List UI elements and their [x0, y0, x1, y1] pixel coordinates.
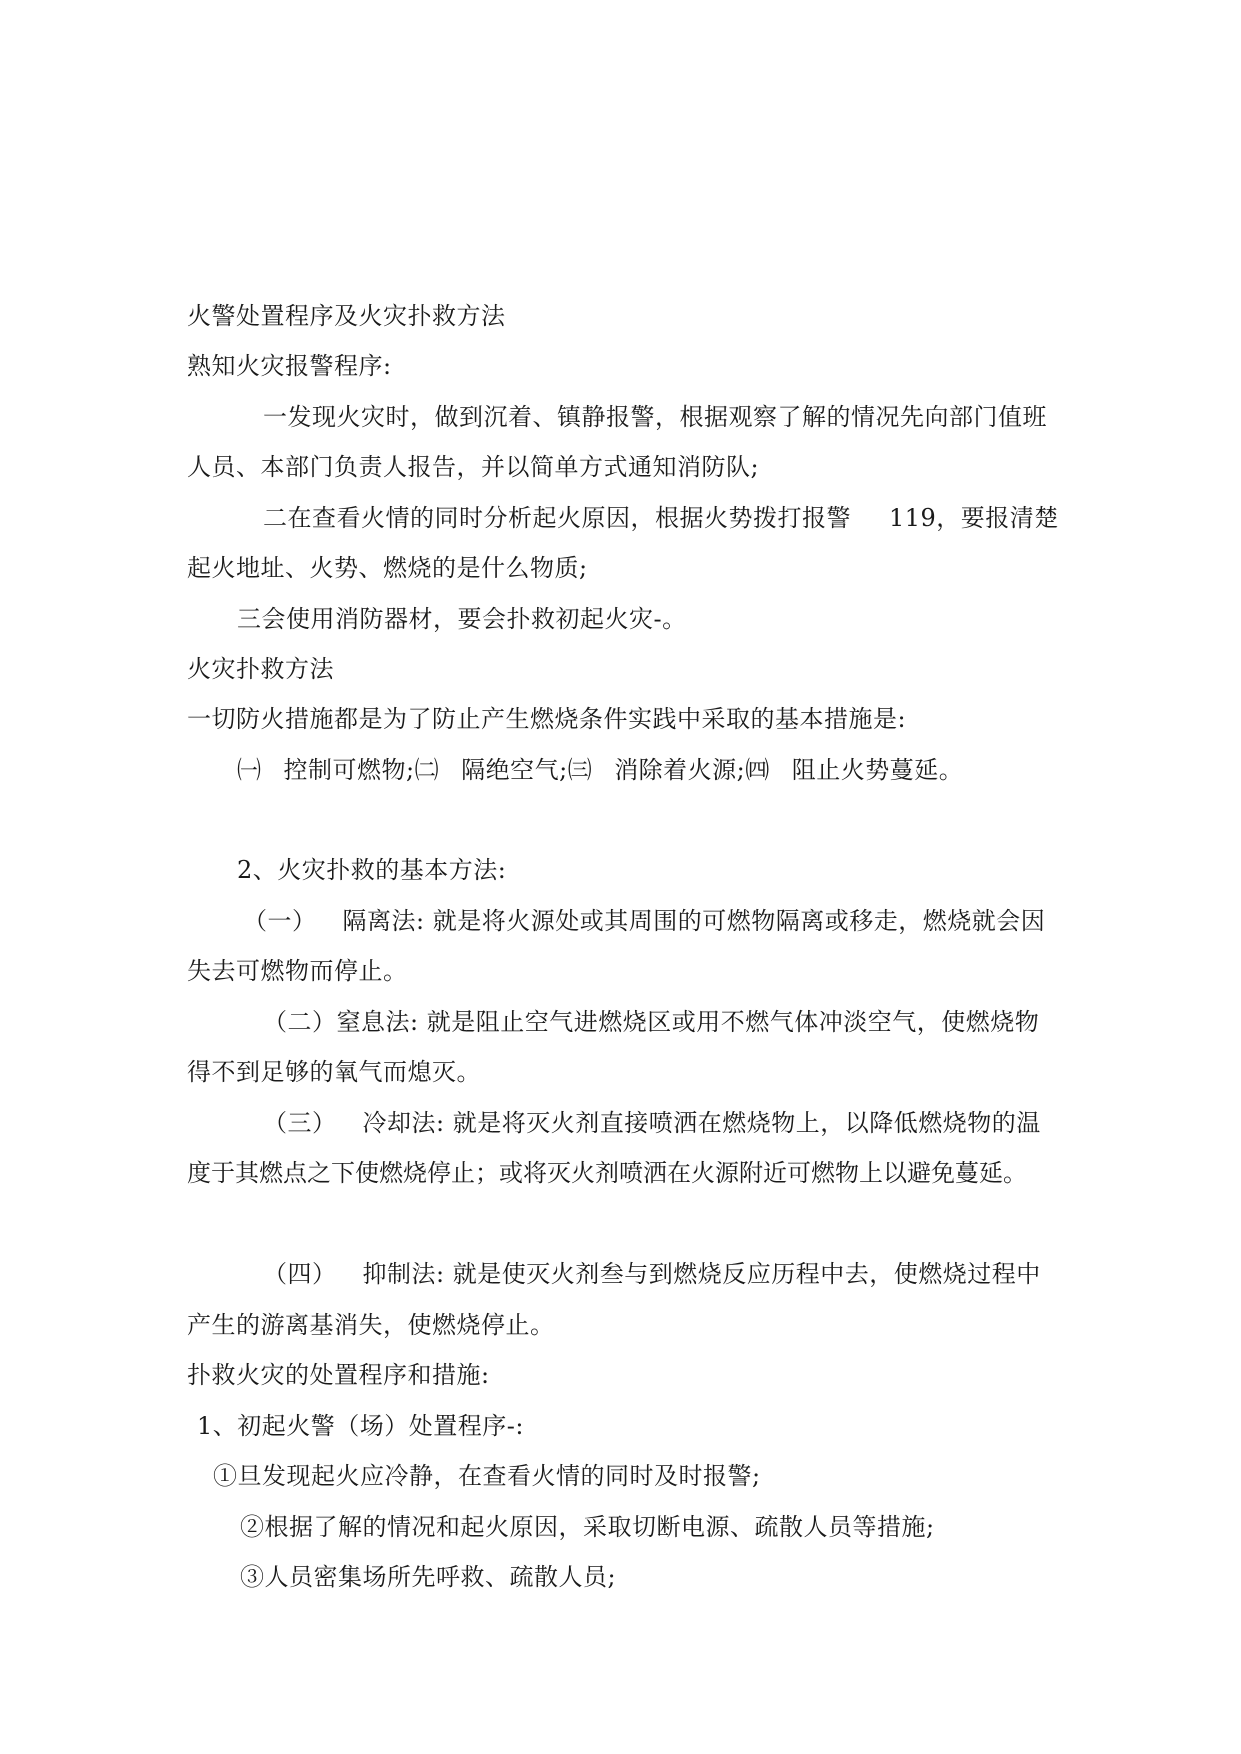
method-1-line-1: [243, 905, 1045, 937]
measure-text-2: 隔绝空气;: [461, 756, 568, 784]
document-title: 火警处置程序及火灾扑救方法: [187, 302, 506, 330]
method-4-text: 抑制法: 就是使灭火剂叁与到燃烧反应历程中去，使燃烧过程中: [362, 1260, 1041, 1288]
method-1-line-2: 失去可燃物而停止。: [187, 957, 408, 985]
measure-marker-1: ㈠: [237, 756, 262, 784]
alarm-step-1-line-1: 一发现火灾时，做到沉着、镇静报警，根据观察了解的情况先向部门值班: [263, 403, 1047, 431]
prevention-measures-line: [237, 754, 963, 786]
method-2-line-1: （二）窒息法: 就是阻止空气进燃烧区或用不燃气体冲淡空气，使燃烧物: [263, 1008, 1040, 1036]
method-3-marker: （三）: [263, 1109, 337, 1137]
alarm-step-3: 三会使用消防器材，要会扑救初起火灾-。: [237, 605, 687, 633]
measure-marker-2: ㈡: [414, 756, 440, 784]
procedure-step-2: ②根据了解的情况和起火原因，采取切断电源、疏散人员等措施;: [240, 1513, 935, 1541]
initial-fire-procedure-heading: 1、初起火警（场）处置程序-:: [197, 1412, 524, 1440]
alarm-step-2-text: 二在查看火情的同时分析起火原因，根据火势拨打报警: [263, 504, 851, 532]
procedure-step-3: ③人员密集场所先呼救、疏散人员;: [240, 1563, 617, 1591]
method-3-line-1: [263, 1107, 1041, 1139]
method-4-line-1: [263, 1258, 1041, 1290]
method-3-text: 冷却法: 就是将灭火剂直接喷洒在燃烧物上，以降低燃烧物的温: [362, 1109, 1041, 1137]
alarm-step-2-line-1: [263, 502, 1059, 534]
section-heading-response-procedure: 扑救火灾的处置程序和措施:: [187, 1361, 490, 1389]
section-heading-alarm-procedure: 熟知火灾报警程序:: [187, 352, 392, 380]
section-heading-basic-methods: 2、火灾扑救的基本方法:: [237, 856, 507, 884]
method-4-line-2: 产生的游离基消失，使燃烧停止。: [187, 1311, 555, 1339]
section-heading-firefighting-methods: 火灾扑救方法: [187, 655, 334, 683]
emergency-number: 119，要报清楚: [889, 504, 1059, 532]
method-1-text: 隔离法: 就是将火源处或其周围的可燃物隔离或移走，燃烧就会因: [342, 907, 1046, 935]
alarm-step-1-line-2: 人员、本部门负责人报告，并以简单方式通知消防队;: [187, 453, 760, 481]
measure-text-1: 控制可燃物;: [283, 756, 415, 784]
method-1-marker: （一）: [243, 907, 317, 935]
prevention-intro: 一切防火措施都是为了防止产生燃烧条件实践中采取的基本措施是:: [187, 705, 907, 733]
method-2-line-2: 得不到足够的氧气而熄灭。: [187, 1058, 481, 1086]
procedure-step-1: ①旦发现起火应冷静，在查看火情的同时及时报警;: [213, 1462, 761, 1490]
measure-marker-4: ㈣: [745, 756, 770, 784]
alarm-step-2-line-2: 起火地址、火势、燃烧的是什么物质;: [187, 554, 588, 582]
method-3-line-2: 度于其燃点之下使燃烧停止；或将灭火剂喷洒在火源附近可燃物上以避免蔓延。: [187, 1159, 1027, 1187]
measure-text-3: 消除着火源;: [614, 756, 746, 784]
measure-marker-3: ㈢: [567, 756, 593, 784]
measure-text-4: 阻止火势蔓延。: [791, 756, 964, 784]
method-4-marker: （四）: [263, 1260, 337, 1288]
